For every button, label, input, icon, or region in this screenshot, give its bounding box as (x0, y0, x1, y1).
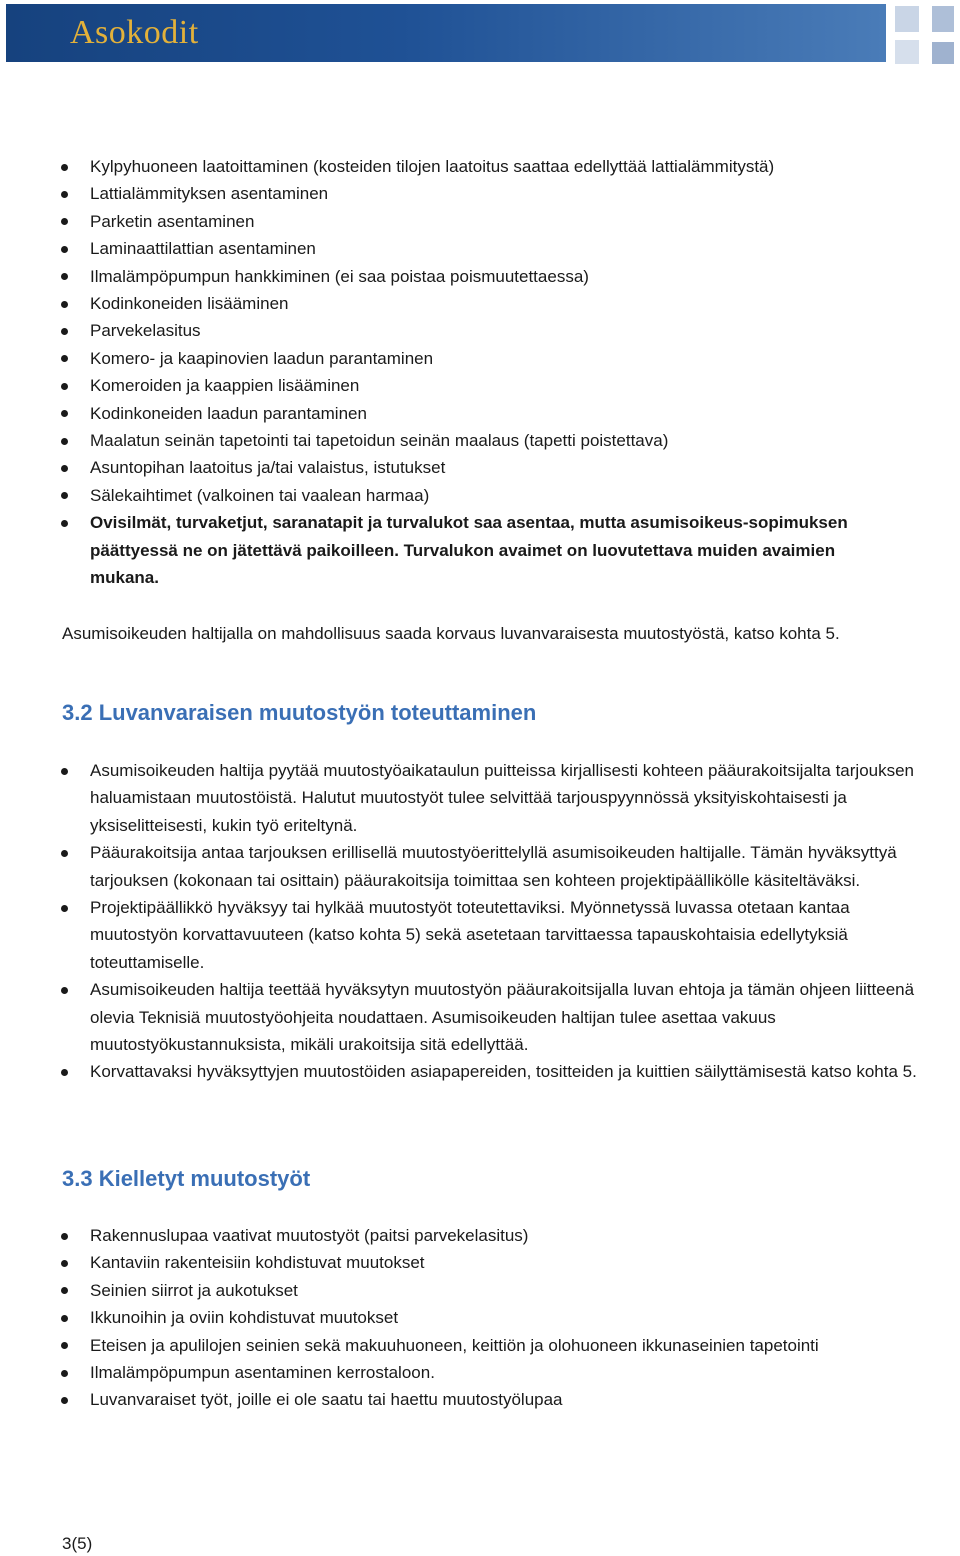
bullet-icon (61, 328, 68, 335)
bullet-icon (61, 164, 68, 171)
bullet-icon (61, 520, 68, 527)
bullet-icon (61, 1069, 68, 1076)
list-item: Asumisoikeuden haltija teettää hyväksytyn muutostyön pääurakoitsijalla luvan ehtoja ja tämän ohjeen liitteenä olevia Teknisiä muutostyöohjeita noudattaen. Asumisoikeuden haltijan tulee asettaa vakuus muutostyökustannuksista, mikäli urakoitsija sitä edellyttää. (0, 976, 960, 1058)
page-number: 3(5) (62, 1534, 93, 1553)
bullet-icon (61, 1287, 68, 1294)
list-item: Asuntopihan laatoitus ja/tai valaistus, istutukset (0, 454, 960, 481)
list-item: Ikkunoihin ja oviin kohdistuvat muutokset (0, 1304, 960, 1331)
bullet-icon (61, 1397, 68, 1404)
section-3-2-heading: 3.2 Luvanvaraisen muutostyön toteuttaminen (62, 700, 537, 725)
bullet-icon (61, 1370, 68, 1377)
bullet-icon (61, 273, 68, 280)
bullet-icon (61, 1233, 68, 1240)
brand-logo: Asokodit (70, 14, 199, 51)
bullet-icon (61, 850, 68, 857)
section-3-3-list (0, 1222, 960, 1414)
list-item: Komeroiden ja kaappien lisääminen (0, 372, 960, 399)
bullet-icon (61, 410, 68, 417)
list-item: Pääurakoitsija antaa tarjouksen erillisellä muutostyöerittelyllä asumisoikeuden haltijalle. Tämän hyväksyttyä tarjouksen (kokonaan tai osittain) pääurakoitsija toimittaa sen kohteen projektipäällikölle käsiteltäväksi. (0, 839, 960, 894)
bullet-icon (61, 492, 68, 499)
list-item: Asumisoikeuden haltija pyytää muutostyöaikataulun puitteissa kirjallisesti kohteen pääurakoitsijalta tarjouksen haluamistaan muutostöistä. Halutut muutostyöt tulee selvittää tarjouspyynnössä yksityiskohtaisesti ja yksiselitteisesti, kukin työ eriteltynä. (0, 757, 960, 839)
list-item: Ilmalämpöpumpun hankkiminen (ei saa poistaa poismuutettaessa) (0, 263, 960, 290)
section-3-2-list (0, 757, 960, 1086)
bullet-icon (61, 191, 68, 198)
list-item: Kodinkoneiden lisääminen (0, 290, 960, 317)
bullet-icon (61, 465, 68, 472)
bullet-icon (61, 438, 68, 445)
bullet-icon (61, 1260, 68, 1267)
list-item: Eteisen ja apulilojen seinien sekä makuuhuoneen, keittiön ja olohuoneen ikkunaseinien tapetointi (0, 1332, 960, 1359)
compensation-paragraph: Asumisoikeuden haltijalla on mahdollisuus saada korvaus luvanvaraisesta muutostyöstä, katso kohta 5. (62, 624, 840, 643)
list-item: Ilmalämpöpumpun asentaminen kerrostaloon. (0, 1359, 960, 1386)
list-item: Korvattavaksi hyväksyttyjen muutostöiden asiapapereiden, tositteiden ja kuittien säilyttämisestä katso kohta 5. (0, 1058, 960, 1085)
list-item: Komero- ja kaapinovien laadun parantaminen (0, 345, 960, 372)
list-item: Lattialämmityksen asentaminen (0, 180, 960, 207)
list-item: Luvanvaraiset työt, joille ei ole saatu tai haettu muutostyölupaa (0, 1386, 960, 1413)
list-item: Parketin asentaminen (0, 208, 960, 235)
bullet-icon (61, 218, 68, 225)
bullet-icon (61, 383, 68, 390)
list-item: Maalatun seinän tapetointi tai tapetoidun seinän maalaus (tapetti poistettava) (0, 427, 960, 454)
list-item: Parvekelasitus (0, 317, 960, 344)
bullet-icon (61, 987, 68, 994)
bullet-icon (61, 246, 68, 253)
list-item-key-return-note: Ovisilmät, turvaketjut, saranatapit ja turvalukot saa asentaa, mutta asumisoikeus-sopimuksen päättyessä ne on jätettävä paikoilleen. Turvalukon avaimet on luovutettava muiden avaimien mukana. (0, 509, 960, 591)
list-item: Kodinkoneiden laadun parantaminen (0, 400, 960, 427)
list-item: Rakennuslupaa vaativat muutostyöt (paitsi parvekelasitus) (0, 1222, 960, 1249)
bullet-icon (61, 905, 68, 912)
list-item: Kantaviin rakenteisiin kohdistuvat muutokset (0, 1249, 960, 1276)
header-banner (6, 4, 886, 62)
list-item: Seinien siirrot ja aukotukset (0, 1277, 960, 1304)
list-item: Sälekaihtimet (valkoinen tai vaalean harmaa) (0, 482, 960, 509)
bullet-icon (61, 1342, 68, 1349)
decorative-squares (892, 4, 960, 64)
allowed-changes-list (0, 153, 960, 592)
list-item: Laminaattilattian asentaminen (0, 235, 960, 262)
list-item: Kylpyhuoneen laatoittaminen (kosteiden tilojen laatoitus saattaa edellyttää lattialämmitystä) (0, 153, 960, 180)
bullet-icon (61, 1315, 68, 1322)
bullet-icon (61, 768, 68, 775)
bullet-icon (61, 355, 68, 362)
list-item: Projektipäällikkö hyväksyy tai hylkää muutostyöt toteutettaviksi. Myönnetyssä luvassa otetaan kantaa muutostyön korvattavuuteen (katso kohta 5) sekä asetetaan tarvittaessa tapauskohtaisia edellytyksiä toteuttamiselle. (0, 894, 960, 976)
section-3-3-heading: 3.3 Kielletyt muutostyöt (62, 1166, 311, 1191)
bullet-icon (61, 301, 68, 308)
